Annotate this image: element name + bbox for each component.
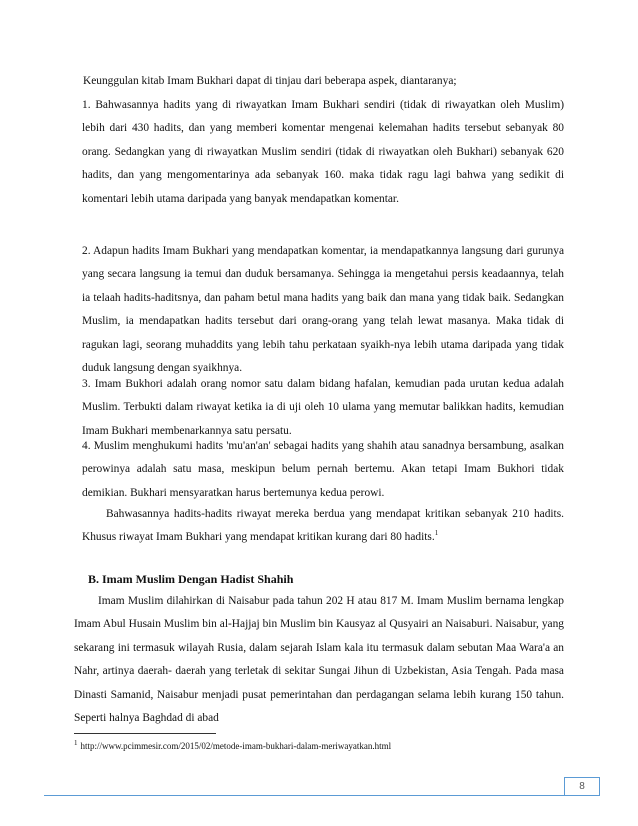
point-2 xyxy=(82,240,564,380)
section-heading: B. Imam Muslim Dengan Hadist Shahih xyxy=(88,572,294,586)
point-1 xyxy=(82,94,564,211)
point-3 xyxy=(82,373,564,443)
closing-paragraph-text: Bahwasannya hadits-hadits riwayat mereka berdua yang mendapat kritikan sebanyak 210 hadits. Khusus riwayat Imam Bukhari yang mendapat kritikan kurang dari 80 hadits. xyxy=(82,508,564,544)
point-3-text: 3. Imam Bukhori adalah orang nomor satu dalam bidang hafalan, kemudian pada urutan kedua adalah Muslim. Terbukti dalam riwayat ketika ia di uji oleh 10 ulama yang memutar balikkan hadits, kemudian Imam Bukhari membenarkannya satu persatu. xyxy=(82,378,564,437)
intro-line: Keunggulan kitab Imam Bukhari dapat di tinjau dari beberapa aspek, diantaranya; xyxy=(83,75,457,87)
page-number: 8 xyxy=(564,777,600,795)
point-4 xyxy=(82,435,564,505)
footnote-divider xyxy=(74,733,216,734)
page-bottom-rule xyxy=(44,795,600,796)
point-4-text: 4. Muslim menghukumi hadits 'mu'an'an' sebagai hadits yang shahih atau sanadnya bersambung, asalkan perowinya adalah satu masa, meskipun belum pernah bertemu. Akan tetapi Imam Bukhori tidak demikian. Bukhari mensyaratkan harus bertemunya kedua perowi. xyxy=(82,440,564,499)
section-body xyxy=(74,590,564,730)
footnote xyxy=(74,740,564,752)
closing-paragraph xyxy=(82,503,564,550)
footnote-url[interactable]: http://www.pcimmesir.com/2015/02/metode-imam-bukhari-dalam-meriwayatkan.html xyxy=(80,741,392,751)
point-1-text: 1. Bahwasannya hadits yang di riwayatkan Imam Bukhari sendiri (tidak di riwayatkan oleh Muslim) lebih dari 430 hadits, dan yang memberi komentar mengenai kelemahan hadits tersebut sebanyak 80 orang. Sedangkan yang di riwayatkan Muslim sendiri (tidak di riwayatkan oleh Bukhari) sebanyak 620 hadits, dan yang mengomentarinya ada sebanyak 160. maka tidak ragu lagi bahwa yang sedikit di komentari lebih utama daripada yang banyak mendapatkan komentar. xyxy=(82,99,564,205)
footnote-reference[interactable]: 1 xyxy=(434,529,439,538)
footnote-marker: 1 xyxy=(74,739,78,747)
section-body-text: Imam Muslim dilahirkan di Naisabur pada tahun 202 H atau 817 M. Imam Muslim bernama lengkap Imam Abul Husain Muslim bin al-Hajjaj bin Muslim bin Kausyaz al Qusyairi an Naisaburi. Naisabur, yang sekarang ini termasuk wilayah Rusia, dalam sejarah Islam kala itu termasuk dalam sebutan Maa Wara'a an Nahr, artinya daerah- daerah yang terletak di sekitar Sungai Jihun di Uzbekistan, Asia Tengah. Pada masa Dinasti Samanid, Naisabur menjadi pusat pemerintahan dan perdagangan selama lebih kurang 150 tahun. Seperti halnya Baghdad di abad xyxy=(74,595,564,725)
point-2-text: 2. Adapun hadits Imam Bukhari yang mendapatkan komentar, ia mendapatkannya langsung dari gurunya yang secara langsung ia temui dan duduk bersamanya. Sehingga ia mengetahui persis keadaannya, telah ia telaah hadits-haditsnya, dan paham betul mana hadits yang baik dan mana yang tidak baik. Sedangkan Muslim, ia mendapatkan hadits tersebut dari orang-orang yang telah lewat masanya. Maka tidak di ragukan lagi, seorang muhaddits yang lebih tahu perkataan syaikh-nya lebih utama daripada yang tidak duduk langsung dengan syaikhnya. xyxy=(82,245,564,375)
